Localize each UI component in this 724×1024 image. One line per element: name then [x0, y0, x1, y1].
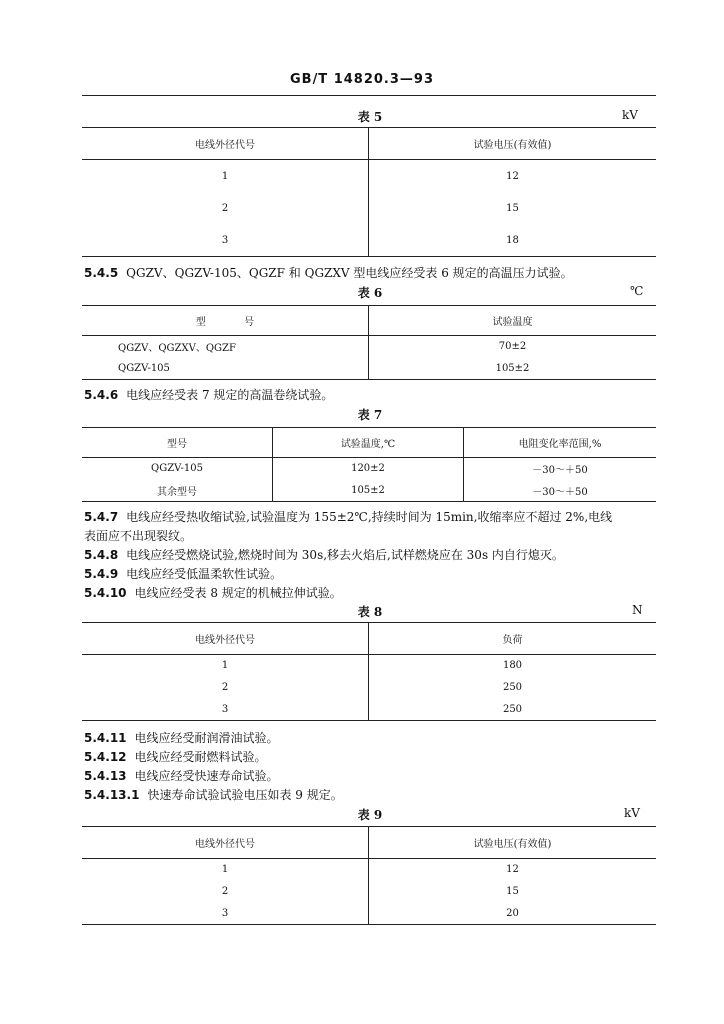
clause-5-4-13	[84, 767, 279, 784]
clause-text: 电线应经受耐润滑油试验。	[134, 731, 279, 745]
clause-5-4-8	[84, 546, 564, 563]
table-header-row	[82, 306, 656, 336]
table-cell: 3	[82, 699, 369, 721]
table-header-cell: 试验电压(有效值)	[473, 140, 552, 152]
clause-5-4-13-1	[84, 786, 343, 803]
table6	[82, 305, 656, 380]
table6-unit: ℃	[630, 284, 644, 298]
table-header-cell: 负荷	[502, 635, 523, 646]
table-header-row	[82, 827, 656, 859]
table-row	[82, 192, 656, 224]
clause-number: 5.4.5	[84, 266, 119, 280]
table-header-cell: 型号	[82, 428, 273, 458]
table-header-cell: 试验电压(有效值)	[473, 839, 552, 850]
table-cell: 20	[506, 907, 519, 919]
clause-text: 快速寿命试验试验电压如表 9 规定。	[147, 788, 343, 802]
clause-number: 5.4.9	[84, 567, 119, 581]
table-cell: 1	[82, 859, 369, 881]
table-cell: 其余型号	[82, 480, 273, 502]
clause-text: 电线应经受表 7 规定的高温卷绕试验。	[126, 388, 334, 402]
table-row	[82, 699, 656, 721]
table-header-cell: 电线外径代号	[82, 128, 369, 160]
document-header: GB/T 14820.3—93	[289, 72, 435, 87]
table-cell: 180	[502, 660, 523, 672]
table-cell: 15	[506, 886, 519, 897]
table-header-row	[82, 428, 656, 458]
table-row	[82, 655, 656, 677]
table-cell: 1	[82, 160, 369, 192]
clause-text: QGZV、QGZV-105、QGZF 和 QGZXV 型电线应经受表 6 规定的高温压力试验。	[126, 266, 573, 280]
table-row	[82, 881, 656, 903]
clause-text: 电线应经受热收缩试验,试验温度为 155±2℃,持续时间为 15min,收缩率应不超过 2%,电线	[126, 510, 613, 524]
table-header-cell: 电线外径代号	[82, 623, 369, 655]
table-cell: 12	[506, 864, 519, 876]
table-cell: 3	[82, 903, 369, 925]
clause-5-4-7-continued: 表面应不出现裂纹。	[84, 529, 193, 543]
clause-text: 电线应经受燃烧试验,燃烧时间为 30s,移去火焰后,试样燃烧应在 30s 内自行熄灭。	[126, 548, 564, 562]
table-cell: 105±2	[273, 480, 464, 502]
table-header-row	[82, 623, 656, 655]
table7-caption: 表 7	[357, 408, 383, 422]
table-cell: QGZV-105	[82, 458, 273, 480]
table8-unit: N	[632, 603, 643, 617]
clause-5-4-6	[84, 386, 333, 403]
table-cell: 15	[506, 202, 519, 214]
table-row	[82, 903, 656, 925]
table-cell: 2	[82, 677, 369, 699]
table-row	[82, 458, 656, 480]
clause-text: 电线应经受表 8 规定的机械拉伸试验。	[134, 586, 342, 600]
table-cell: 3	[82, 224, 369, 256]
table-cell: 120±2	[273, 458, 464, 480]
table9	[82, 826, 656, 925]
header-rule	[82, 95, 656, 96]
table6-caption: 表 6	[357, 286, 383, 300]
clause-number: 5.4.7	[84, 510, 119, 524]
clause-5-4-10	[84, 584, 342, 601]
table5-unit: kV	[622, 108, 638, 122]
table-cell: 12	[506, 170, 519, 182]
table-header-cell: 试验温度	[492, 317, 533, 328]
clause-text: 电线应经受耐燃料试验。	[134, 750, 267, 764]
clause-number: 5.4.8	[84, 548, 119, 562]
table8-caption: 表 8	[357, 605, 383, 619]
clause-5-4-9	[84, 565, 282, 582]
table5	[82, 127, 656, 257]
table-header-row	[82, 128, 656, 160]
table5-caption: 表 5	[357, 110, 383, 124]
table-cell: 2	[82, 192, 369, 224]
clause-5-4-5	[84, 264, 573, 281]
clause-number: 5.4.13.1	[84, 788, 140, 802]
clause-5-4-7	[84, 508, 612, 525]
table-header-cell: 型 号	[82, 306, 369, 336]
clause-5-4-11	[84, 729, 279, 746]
table-cell: QGZV、QGZXV、QGZF	[82, 336, 369, 358]
table-cell: 18	[506, 234, 519, 246]
table-cell: QGZV-105	[82, 358, 369, 380]
table7	[82, 427, 656, 502]
table-cell: 105±2	[495, 362, 530, 374]
table8	[82, 622, 656, 721]
clause-number: 5.4.10	[84, 586, 127, 600]
table-cell: －30～＋50	[532, 465, 588, 477]
table-cell: 250	[502, 682, 523, 693]
table-row	[82, 677, 656, 699]
table-row	[82, 160, 656, 192]
table-header-cell: 电阻变化率范围,%	[518, 439, 602, 450]
table-cell: 70±2	[498, 341, 527, 353]
table9-caption: 表 9	[357, 808, 383, 822]
table9-unit: kV	[624, 806, 640, 820]
clause-text: 电线应经受快速寿命试验。	[134, 769, 279, 783]
table-row	[82, 336, 656, 358]
clause-number: 5.4.11	[84, 731, 127, 745]
clause-number: 5.4.6	[84, 388, 119, 402]
table-cell: 250	[502, 703, 523, 715]
table-row	[82, 224, 656, 256]
table-cell: －30～＋50	[532, 486, 588, 498]
clause-number: 5.4.13	[84, 769, 127, 783]
clause-number: 5.4.12	[84, 750, 127, 764]
table-cell: 1	[82, 655, 369, 677]
clause-text: 电线应经受低温柔软性试验。	[126, 567, 283, 581]
table-row	[82, 859, 656, 881]
table-row	[82, 480, 656, 502]
clause-5-4-12	[84, 748, 267, 765]
table-header-cell: 试验温度,℃	[273, 428, 464, 458]
table-row	[82, 358, 656, 380]
table-header-cell: 电线外径代号	[82, 827, 369, 859]
table-cell: 2	[82, 881, 369, 903]
